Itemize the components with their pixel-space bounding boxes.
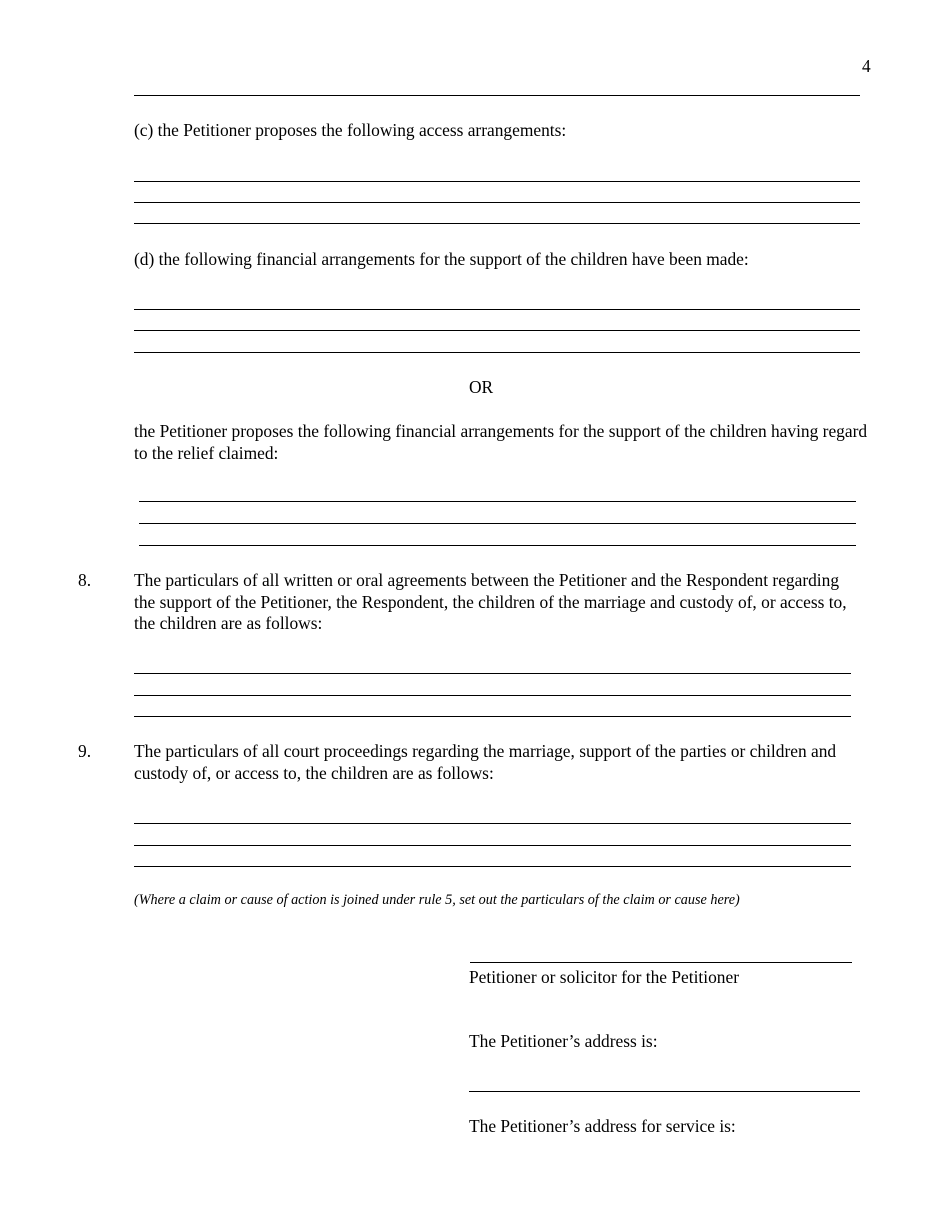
- alternative-financial-text: the Petitioner proposes the following financial arrangements for the support of the children having regard to the relief claimed:: [134, 421, 868, 463]
- signature-line[interactable]: [470, 962, 852, 963]
- item-8-text: The particulars of all written or oral agreements between the Petitioner and the Respondent regarding the support of the Petitioner, the Respondent, the children of the marriage and custody of, or access to, the children are as follows:: [134, 570, 847, 633]
- agreements-line-1[interactable]: [134, 673, 851, 674]
- claim-note: (Where a claim or cause of action is joined under rule 5, set out the particulars of the claim or cause here): [134, 892, 740, 908]
- section-d-label: (d) the following financial arrangements for the support of the children have been made:: [134, 249, 749, 269]
- proposed-financial-line-1[interactable]: [139, 501, 856, 502]
- address-label: The Petitioner’s address is:: [469, 1031, 658, 1051]
- or-separator: OR: [469, 377, 494, 397]
- section-c-label: (c) the Petitioner proposes the following access arrangements:: [134, 120, 567, 140]
- agreements-line-2[interactable]: [134, 695, 851, 696]
- page-number: 4: [862, 56, 871, 76]
- financial-line-3[interactable]: [134, 352, 860, 353]
- access-line-1[interactable]: [134, 181, 860, 182]
- financial-line-2[interactable]: [134, 330, 860, 331]
- proposed-financial-line-2[interactable]: [139, 523, 856, 524]
- access-line-2[interactable]: [134, 202, 860, 203]
- address-line[interactable]: [469, 1091, 860, 1092]
- proceedings-line-1[interactable]: [134, 823, 851, 824]
- item-9-text: The particulars of all court proceedings regarding the marriage, support of the parties or children and custody of, or access to, the children are as follows:: [134, 741, 837, 783]
- signature-label: Petitioner or solicitor for the Petitioner: [469, 967, 739, 987]
- item-8-number: 8.: [78, 570, 92, 590]
- item-9-number: 9.: [78, 741, 92, 761]
- financial-line-1[interactable]: [134, 309, 860, 310]
- access-line-3[interactable]: [134, 223, 860, 224]
- proceedings-line-3[interactable]: [134, 866, 851, 867]
- proposed-financial-line-3[interactable]: [139, 545, 856, 546]
- answer-line[interactable]: [134, 95, 860, 96]
- service-address-label: The Petitioner’s address for service is:: [469, 1116, 736, 1136]
- agreements-line-3[interactable]: [134, 716, 851, 717]
- proceedings-line-2[interactable]: [134, 845, 851, 846]
